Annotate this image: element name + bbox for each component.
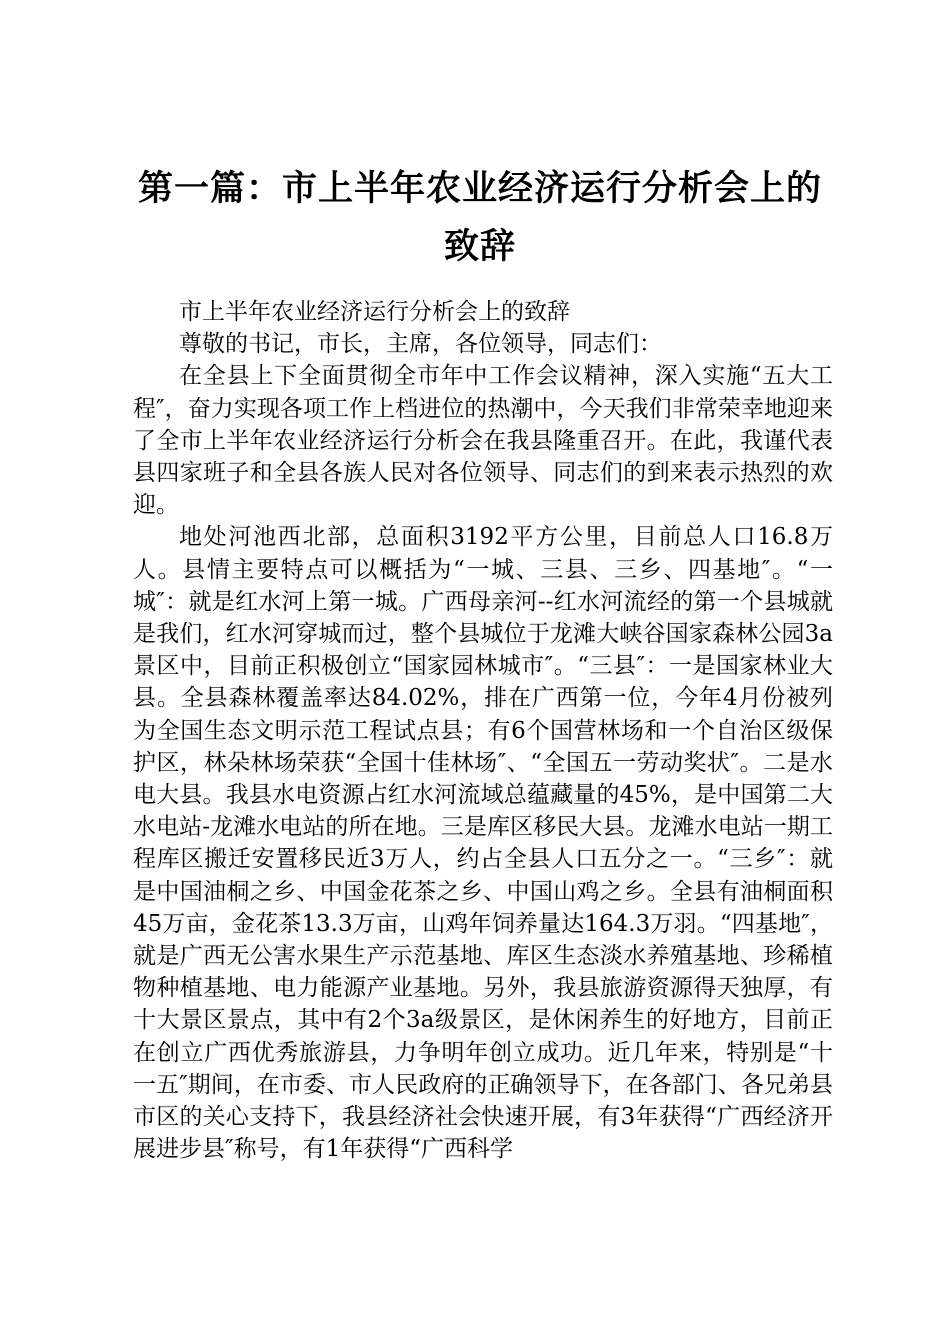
body-paragraph: 地处河池西北部，总面积3192平方公里，目前总人口16.8万人。县情主要特点可以概括为“一城、三县、三乡、四基地″。“一城″：就是红水河上第一城。广西母亲河--红水河流经的第一个县城就是我们，红水河穿城而过，整个县城位于龙滩大峡谷国家森林公园3a景区中，目前正积极创立“国家园林城市″。“三县″：一是国家林业大县。全县森林覆盖率达84.02%，排在广西第一位，今年4月份被列为全国生态文明示范工程试点县；有6个国营林场和一个自治区级保护区，林朵林场荣获“全国十佳林场″、“全国五一劳动奖状″。二是水电大县。我县水电资源占红水河流域总蕴藏量的45%，是中国第二大水电站-龙滩水电站的所在地。三是库区移民大县。龙滩水电站一期工程库区搬迁安置移民近3万人，约占全县人口五分之一。“三乡″：就是中国油桐之乡、中国金花茶之乡、中国山鸡之乡。全县有油桐面积45万亩，金花茶13.3万亩，山鸡年饲养量达164.3万羽。“四基地″，就是广西无公害水果生产示范基地、库区生态淡水养殖基地、珍稀植物种植基地、电力能源产业基地。另外，我县旅游资源得天独厚，有十大景区景点，其中有2个3a级景区，是休闲养生的好地方，目前正在创立广西优秀旅游县，力争明年创立成功。近几年来，特别是“十一五″期间，在市委、市人民政府的正确领导下，在各部门、各兄弟县市区的关心支持下，我县经济社会快速开展，有3年获得“广西经济开展进步县″称号，有1年获得“广西科学 [133, 524, 833, 1163]
document-body [133, 296, 833, 1165]
salutation-line: 尊敬的书记，市长，主席，各位领导，同志们： [179, 331, 662, 358]
body-paragraph: 在全县上下全面贯彻全市年中工作会议精神，深入实施“五大工程″，奋力实现各项工作上档进位的热潮中，今天我们非常荣幸地迎来了全市上半年农业经济运行分析会在我县隆重召开。在此，我谨代表县四家班子和全县各族人民对各位领导、同志们的到来表示热烈的欢迎。 [133, 363, 833, 519]
document-title: 第一篇：市上半年农业经济运行分析会上的致辞 [137, 168, 822, 267]
subtitle-line: 市上半年农业经济运行分析会上的致辞 [179, 299, 570, 325]
